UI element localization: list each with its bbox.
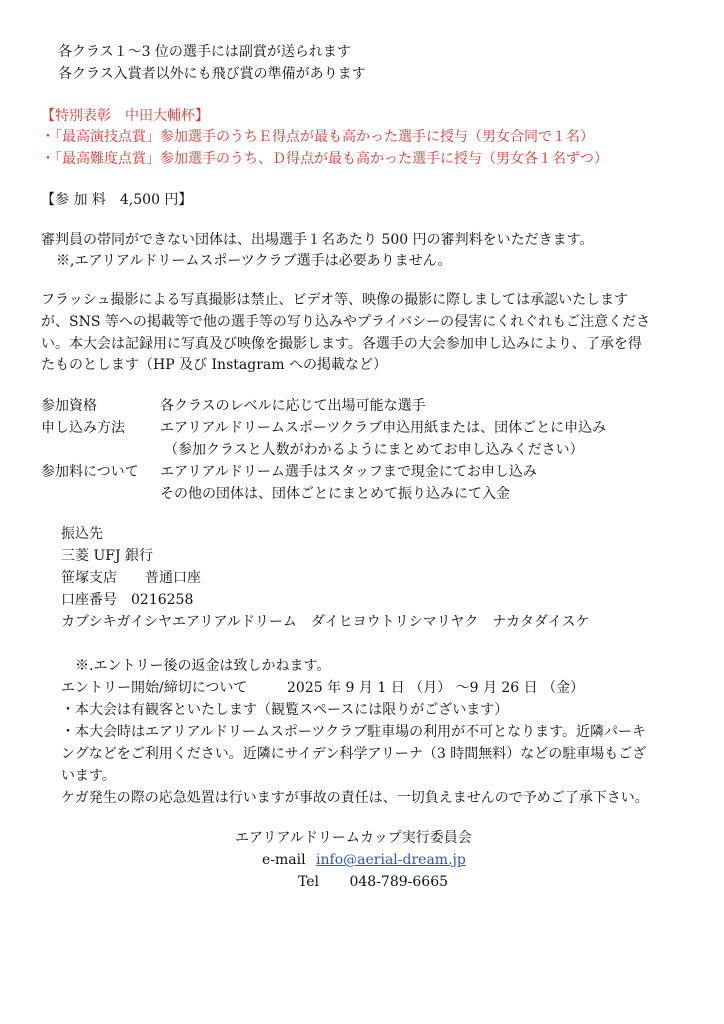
- application-label: 申し込み方法: [41, 420, 125, 436]
- special-award-heading: 【特別表彰 中田大輔杯】: [41, 108, 209, 124]
- eligibility-value: 各クラスのレベルに応じて出場可能な選手: [160, 398, 426, 414]
- fee-payment-value: エアリアルドリーム選手はスタッフまで現金にてお申し込み: [160, 464, 537, 480]
- application-value-note: （参加クラスと人数がわかるようにまとめてお申し込みください）: [164, 442, 584, 458]
- contact-email: [262, 850, 466, 871]
- special-award-item-1: ・「最高演技点賞」参加選手のうちＥ得点が最も高かった選手に授与（男女合同で１名）: [41, 129, 594, 145]
- bank-account-number: 口座番号 0216258: [61, 592, 194, 608]
- injury-disclaimer: ケガ発生の際の応急処置は行いますが事故の責任は、一切負えませんので予めご了承下さい。: [61, 790, 649, 806]
- tel-number: 048-789-6665: [349, 874, 449, 890]
- bank-branch: 笹塚支店 普通口座: [61, 570, 201, 586]
- committee-name: エアリアルドリームカップ実行委員会: [235, 830, 472, 846]
- prize-line-2: 各クラス入賞者以外にも飛び賞の準備があります: [58, 66, 366, 82]
- photo-policy-line-4: たものとします（HP 及び Instagram への掲載など）: [41, 357, 387, 373]
- entry-period-dates: 2025 年 9 月 1 日 （月） 〜9 月 26 日 （金）: [287, 680, 585, 696]
- application-value: エアリアルドリームスポーツクラブ申込用紙または、団体ごとに申込み: [160, 420, 607, 436]
- contact-phone: [298, 872, 448, 893]
- judge-line-1: 審判員の帯同ができない団体は、出場選手１名あたり 500 円の審判料をいただきます。: [41, 232, 594, 248]
- entry-period-label: エントリー開始/締切について: [61, 680, 248, 696]
- bank-account-holder: カブシキガイシヤエアリアルドリーム ダイヒヨウトリシマリヤク ナカタダイスケ: [61, 614, 590, 630]
- photo-policy-line-2: が、SNS 等への掲載等で他の選手等の写り込みやプライバシーの侵害にくれぐれもご注意くださ: [41, 314, 651, 330]
- bank-title: 振込先: [61, 526, 103, 542]
- email-label: e-mail: [262, 852, 306, 868]
- tel-label: Tel: [298, 874, 320, 890]
- refund-note: ※.エントリー後の返金は致しかねます。: [75, 658, 331, 674]
- email-link[interactable]: info@aerial-dream.jp: [316, 852, 466, 868]
- bank-name: 三菱 UFJ 銀行: [61, 548, 154, 564]
- judge-line-2: ※,エアリアルドリームスポーツクラブ選手は必要ありません。: [56, 253, 452, 269]
- fee-heading: 【参 加 料 4,500 円】: [41, 192, 193, 208]
- photo-policy-line-3: い。本大会は記録用に写真及び映像を撮影します。各選手の大会参加申し込みにより、了承を得: [41, 336, 642, 352]
- photo-policy-line-1: フラッシュ撮影による写真撮影は禁止、ビデオ等、映像の撮影に際しましては承認いたします: [41, 292, 629, 308]
- eligibility-label: 参加資格: [41, 398, 97, 414]
- spectators-note: ・本大会は有観客といたします（観覧スペースには限りがございます）: [61, 702, 509, 718]
- parking-note-line-2: ングなどをご利用ください。近隣にサイデン科学アリーナ（3 時間無料）などの駐車場もござ: [61, 746, 647, 762]
- fee-payment-value-2: その他の団体は、団体ごとにまとめて振り込みにて入金: [160, 486, 510, 502]
- parking-note-line-1: ・本大会時はエアリアルドリームスポーツクラブ駐車場の利用が不可となります。近隣パーキ: [61, 724, 647, 740]
- parking-note-line-3: います。: [61, 768, 116, 784]
- fee-payment-label: 参加料について: [41, 464, 139, 480]
- prize-line-1: 各クラス１〜3 位の選手には副賞が送られます: [58, 44, 351, 60]
- special-award-item-2: ・「最高難度点賞」参加選手のうち、Ｄ得点が最も高かった選手に授与（男女各１名ずつ）: [41, 151, 608, 167]
